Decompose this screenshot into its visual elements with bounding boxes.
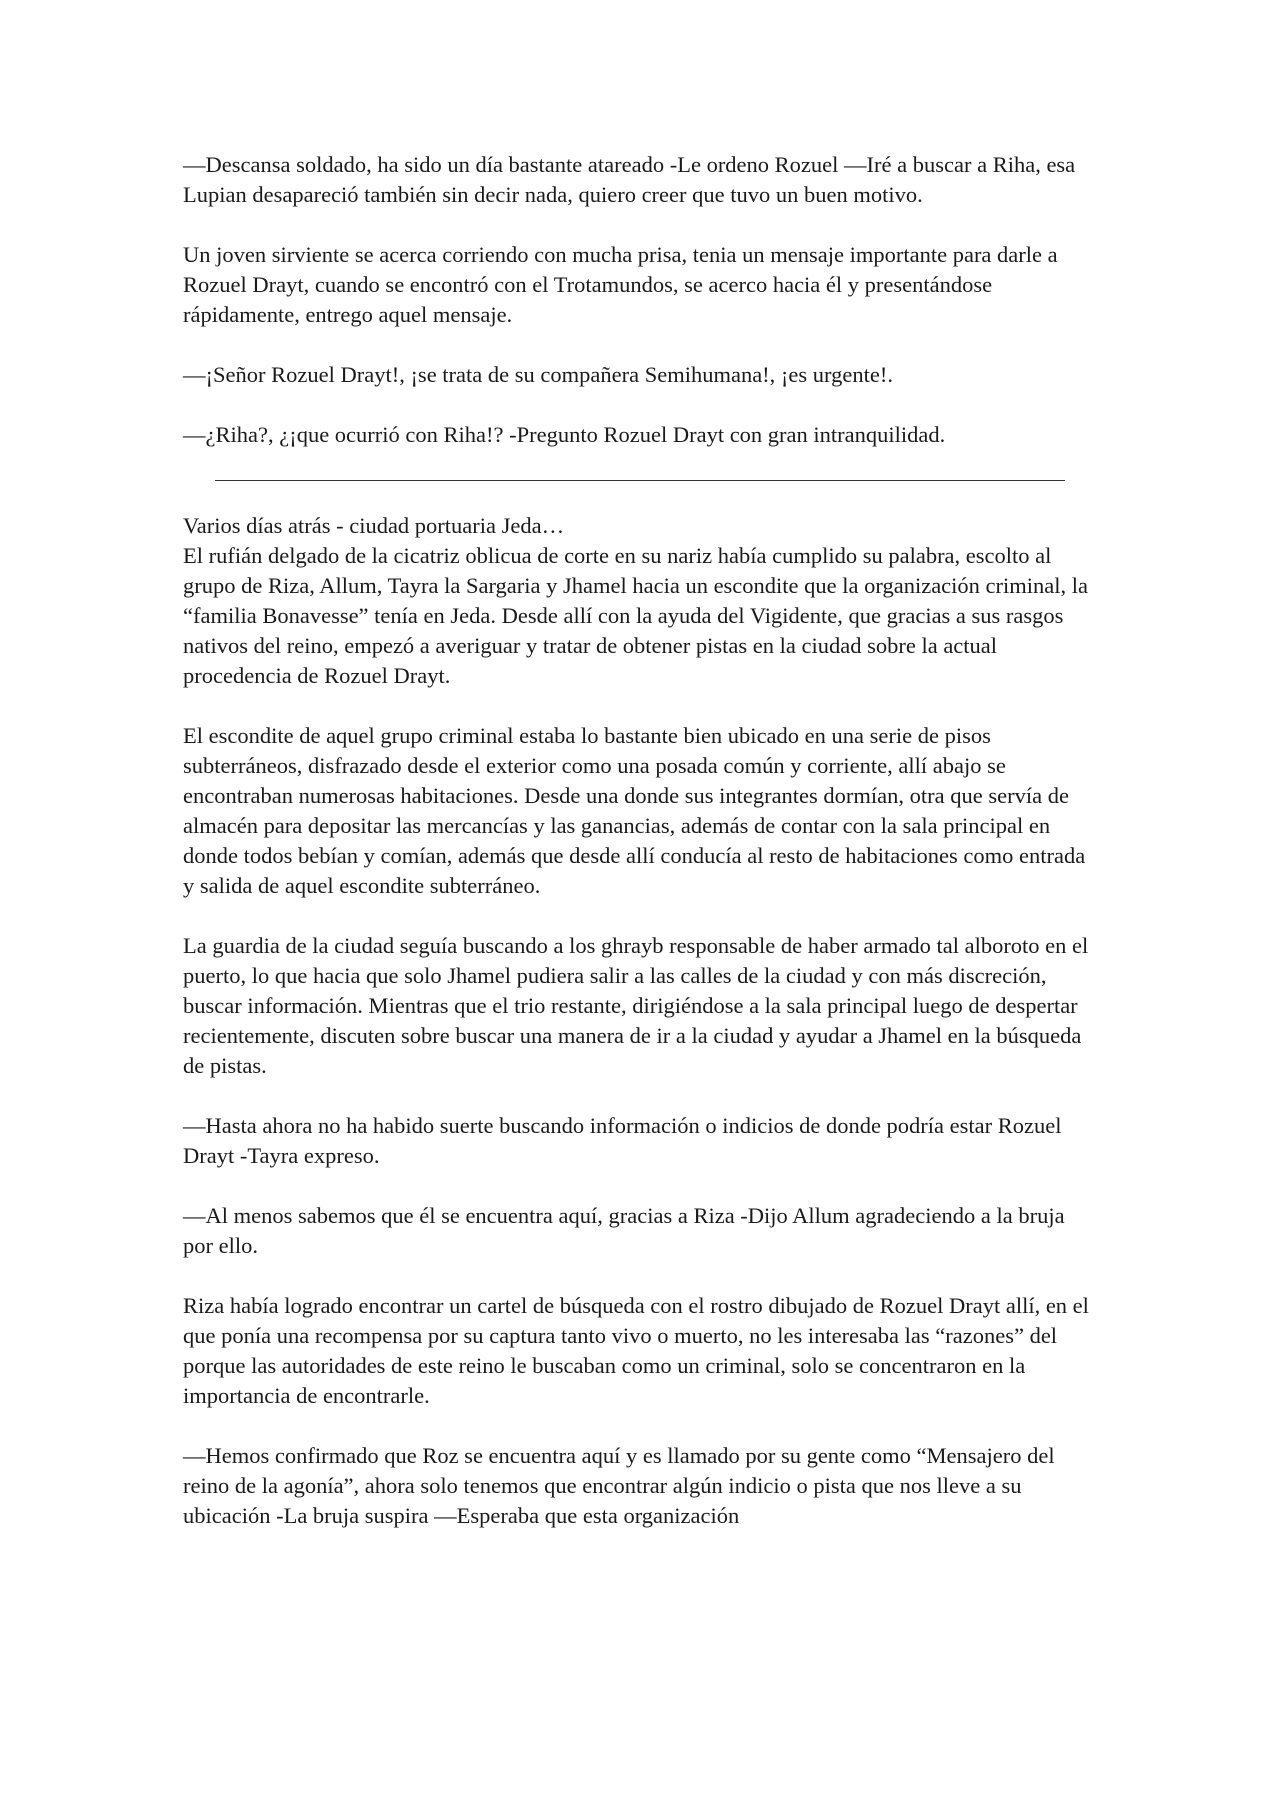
paragraph: —¿Riha?, ¿¡que ocurrió con Riha!? -Pregunto Rozuel Drayt con gran intranquilidad. [183,422,946,447]
paragraph: El rufián delgado de la cicatriz oblicua de corte en su nariz había cumplido su palabra, escolto al grupo de Riza, Allum, Tayra la Sargaria y Jhamel hacia un escondite que la organización criminal, la “familia Bonavesse” tenía en Jeda. Desde allí con la ayuda del Vigidente, que gracias a sus rasgos nativos del reino, empezó a averiguar y tratar de obtener pistas en la ciudad sobre la actual procedencia de Rozuel Drayt. [183,543,1088,688]
document-page [183,150,1098,1561]
paragraph: —Descansa soldado, ha sido un día bastante atareado -Le ordeno Rozuel —Iré a buscar a Riha, esa Lupian desapareció también sin decir nada, quiero creer que tuvo un buen motivo. [183,152,1076,207]
paragraph: La guardia de la ciudad seguía buscando a los ghrayb responsable de haber armado tal alboroto en el puerto, lo que hacia que solo Jhamel pudiera salir a las calles de la ciudad y con más discreción, buscar información. Mientras que el trio restante, dirigiéndose a la sala principal luego de despertar recientemente, discuten sobre buscar una manera de ir a la ciudad y ayudar a Jhamel en la búsqueda de pistas. [183,933,1089,1078]
scene-heading: Varios días atrás - ciudad portuaria Jeda… [183,513,565,538]
scene-separator-line [215,480,1065,481]
paragraph: Riza había logrado encontrar un cartel de búsqueda con el rostro dibujado de Rozuel Drayt allí, en el que ponía una recompensa por su captura tanto vivo o muerto, no les interesaba las “razones” del porque las autoridades de este reino le buscaban como un criminal, solo se concentraron en la importancia de encontrarle. [183,1293,1089,1408]
paragraph: —Hasta ahora no ha habido suerte buscando información o indicios de donde podría estar Rozuel Drayt -Tayra expreso. [183,1113,1062,1168]
paragraph: El escondite de aquel grupo criminal estaba lo bastante bien ubicado en una serie de pisos subterráneos, disfrazado desde el exterior como una posada común y corriente, allí abajo se encontraban numerosas habitaciones. Desde una donde sus integrantes dormían, otra que servía de almacén para depositar las mercancías y las ganancias, además de contar con la sala principal en donde todos bebían y comían, además que desde allí conducía al resto de habitaciones como entrada y salida de aquel escondite subterráneo. [183,723,1086,898]
paragraph: —Al menos sabemos que él se encuentra aquí, gracias a Riza -Dijo Allum agradeciendo a la bruja por ello. [183,1203,1065,1258]
paragraph: —Hemos confirmado que Roz se encuentra aquí y es llamado por su gente como “Mensajero del reino de la agonía”, ahora solo tenemos que encontrar algún indicio o pista que nos lleve a su ubicación -La bruja suspira —Esperaba que esta organización [183,1443,1055,1528]
paragraph: Un joven sirviente se acerca corriendo con mucha prisa, tenia un mensaje importante para darle a Rozuel Drayt, cuando se encontró con el Trotamundos, se acerco hacia él y presentándose rápidamente, entrego aquel mensaje. [183,242,1058,327]
paragraph: —¡Señor Rozuel Drayt!, ¡se trata de su compañera Semihumana!, ¡es urgente!. [183,362,893,387]
